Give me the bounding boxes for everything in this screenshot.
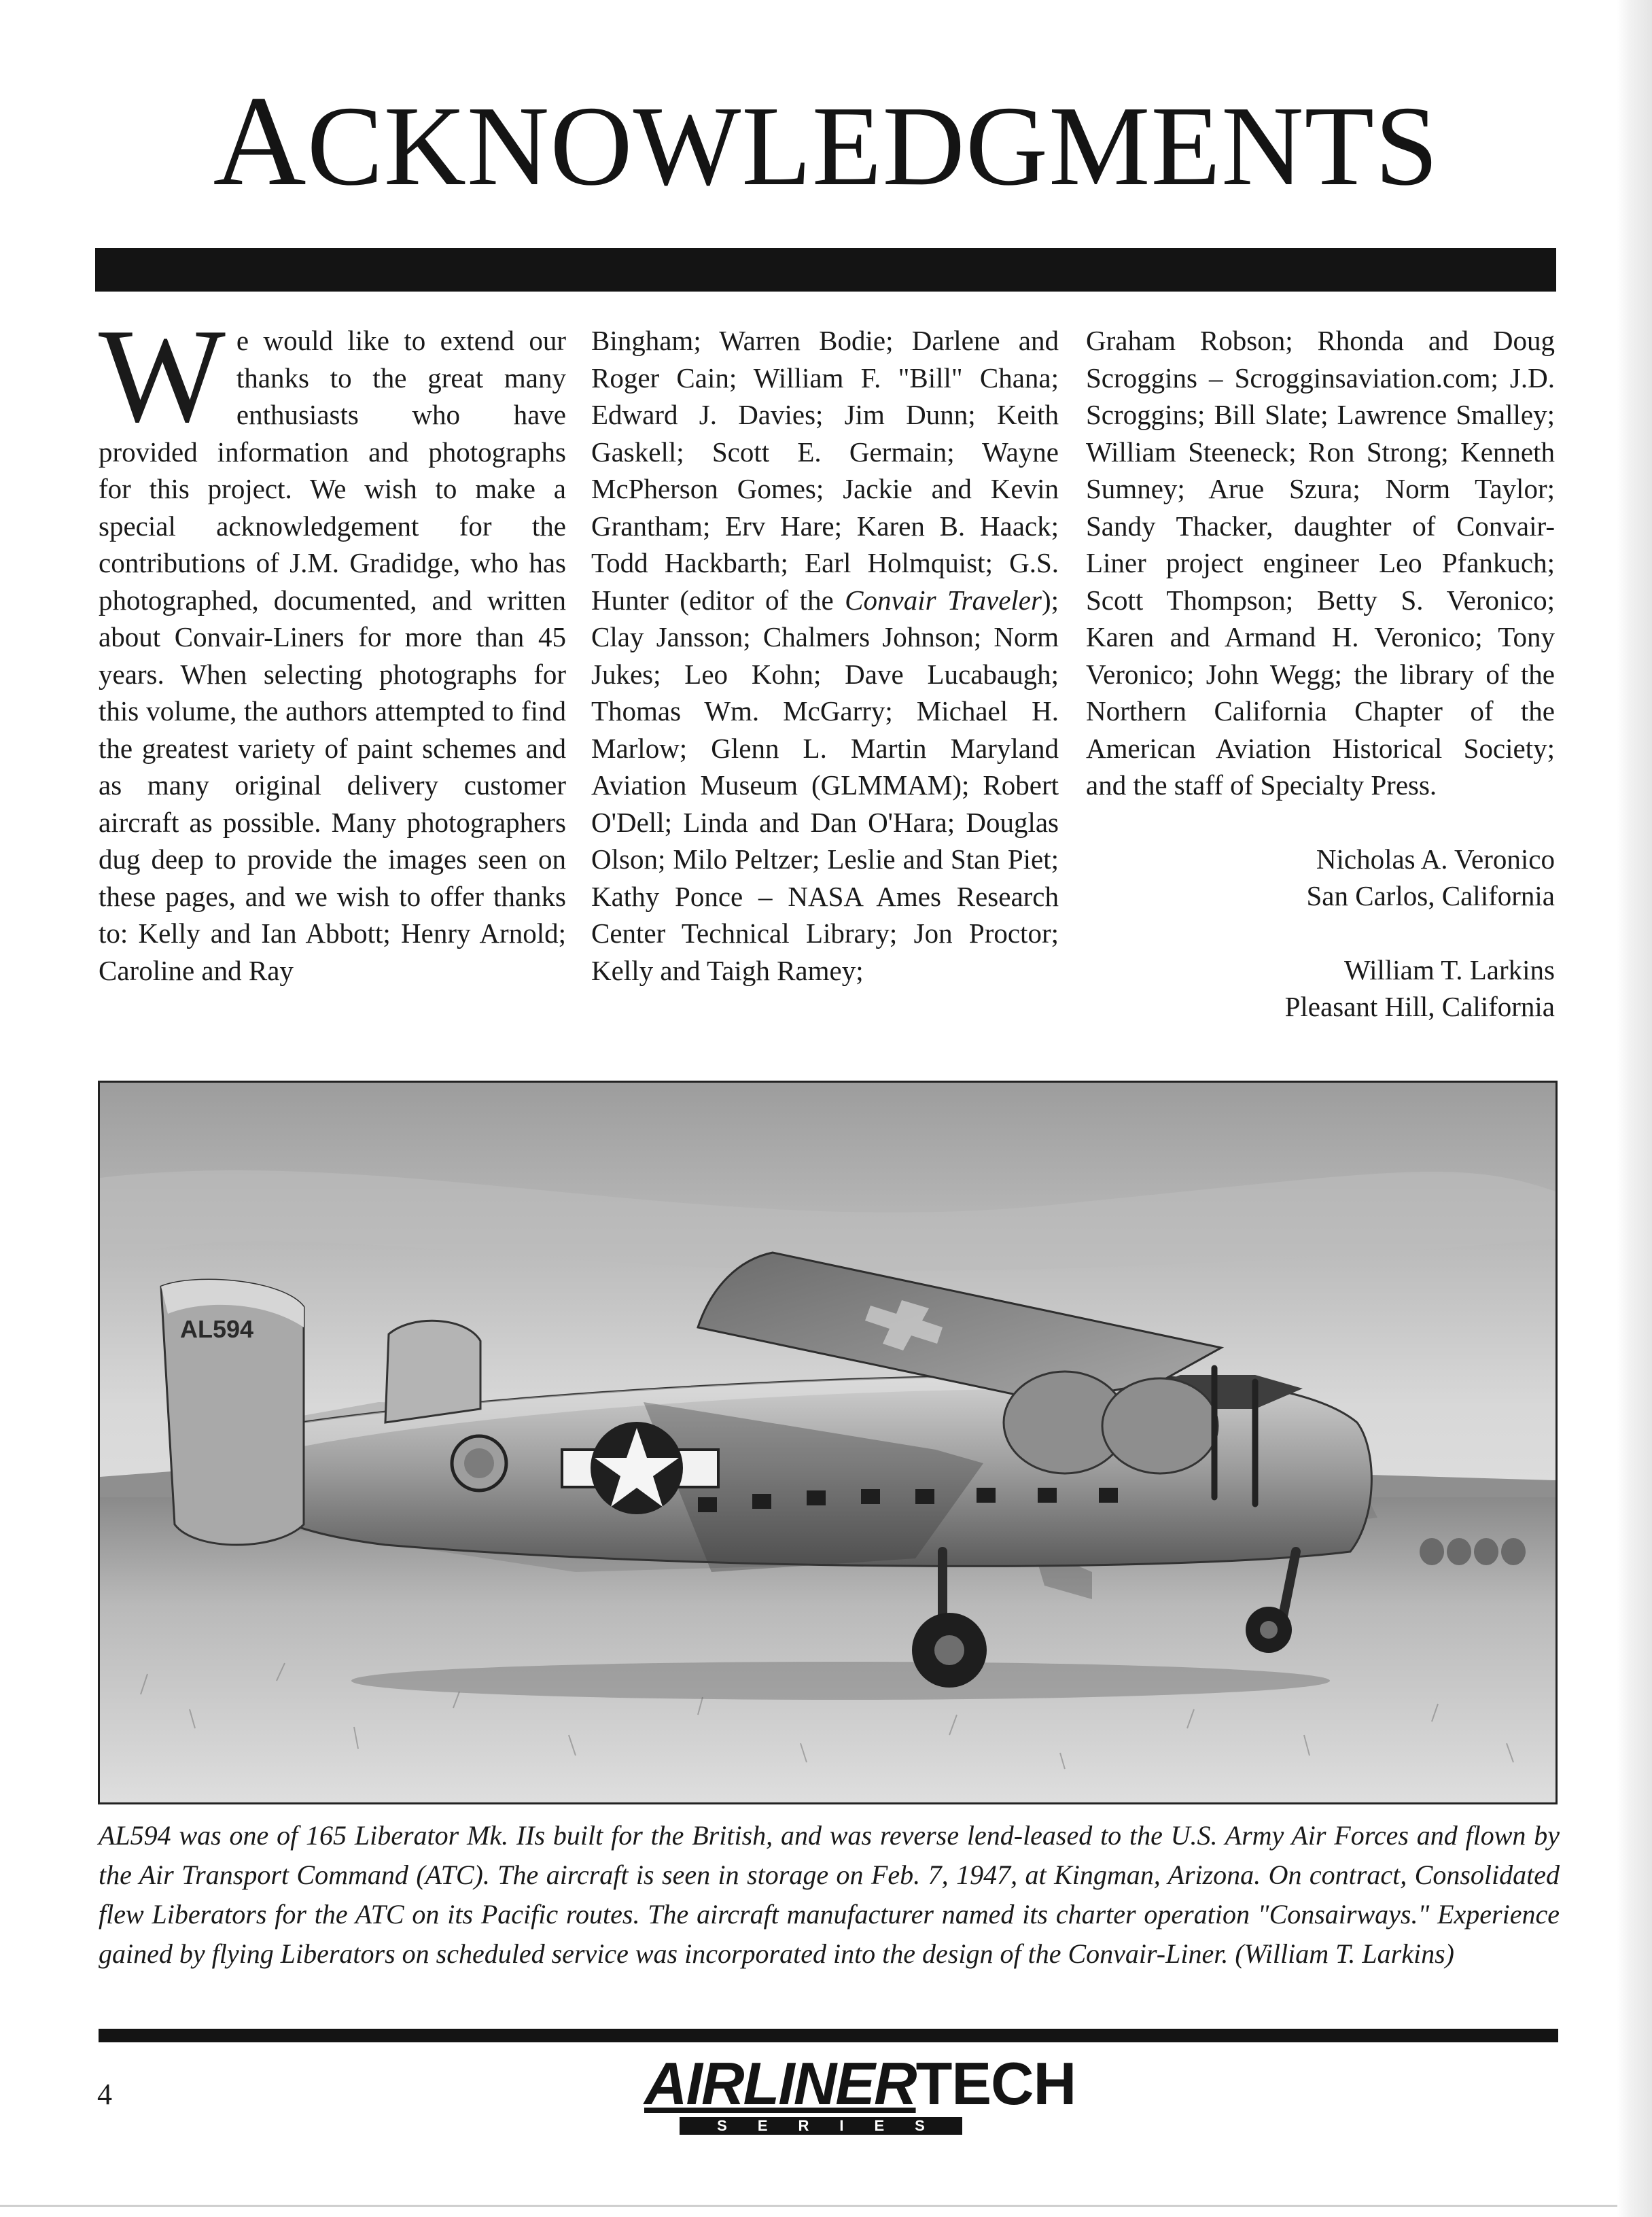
signature-1-name: Nicholas A. Veronico bbox=[1316, 843, 1555, 875]
title-rule bbox=[95, 248, 1556, 292]
body-column-3 bbox=[1086, 322, 1555, 1026]
signature-1-place: San Carlos, California bbox=[1306, 880, 1555, 911]
signature-1 bbox=[1086, 841, 1555, 915]
logo-wordmark bbox=[644, 2050, 1076, 2117]
footer-rule bbox=[99, 2029, 1558, 2042]
tail-marking: AL594 bbox=[180, 1315, 254, 1343]
column-1-text: e would like to extend our thanks to the great many enthusiasts who have provided information and photographs for this project. We wish to make a special acknowledgement for the contributions of J.M. Gradidge, who has photographed, documented, and written about Convair-Liners for more than 45 years. When selecting photographs for this volume, the authors attempted to find the greatest variety of paint schemes and as many original delivery customer aircraft as possible. Many photographers dug deep to provide the images seen on these pages, and we wish to offer thanks to: Kelly and Ian Abbott; Henry Arnold; Caroline and Ray bbox=[99, 325, 566, 986]
page-number: 4 bbox=[97, 2078, 112, 2111]
title-rest: CKNOWLEDGMENTS bbox=[306, 83, 1439, 209]
photo-caption: AL594 was one of 165 Liberator Mk. IIs built for the British, and was reverse lend-leased to the U.S. Army Air Forces and flown by the Air Transport Command (ATC). The aircraft is seen in storage on Feb. 7, 1947, at Kingman, Arizona. On contract, Consolidated flew Liberators for the ATC on its Pacific routes. The aircraft manufacturer named its charter operation "Consairways." Experience gained by flying Liberators on scheduled service was incorporated into the design of the Convair-Liner. (William T. Larkins) bbox=[99, 1820, 1560, 1969]
column-2-text-a: Bingham; Warren Bodie; Darlene and Roger Cain; William F. "Bill" Chana; Edward J. Davies; Jim Dunn; Keith Gaskell; Scott E. Germain; Wayne McPherson Gomes; Jackie and Kevin Grantham; Erv Hare; Karen B. Haack; Todd Hackbarth; Earl Holmquist; G.S. Hunter (editor of the bbox=[591, 325, 1059, 616]
column-3-text: Graham Robson; Rhonda and Doug Scroggins – Scrogginsaviation.com; J.D. Scroggins; Bill Slate; Lawrence Smalley; William Steeneck; Ron Strong; Kenneth Sumney; Arue Szura; Norm Taylor; Sandy Thacker, daughter of Convair-Liner project engineer Leo Pfankuch; Scott Thompson; Betty S. Veronico; Karen and Armand H. Veronico; Tony Veronico; John Wegg; the library of the Northern California Chapter of the American Aviation Historical Society; and the staff of Specialty Press. bbox=[1086, 325, 1555, 801]
drop-cap: W bbox=[99, 301, 226, 450]
signature-2-place: Pleasant Hill, California bbox=[1284, 991, 1555, 1022]
signature-2-name: William T. Larkins bbox=[1344, 954, 1555, 985]
logo-series-band: SERIES bbox=[680, 2117, 962, 2135]
aircraft-photo bbox=[98, 1081, 1558, 1804]
page-edge-shadow bbox=[1617, 0, 1652, 2217]
page-title bbox=[0, 70, 1652, 214]
page-bottom-edge bbox=[0, 2205, 1617, 2207]
column-2-text-b: ); Clay Jansson; Chalmers Johnson; Norm Jukes; Leo Kohn; Dave Lucabaugh; Thomas Wm. McGarry; Michael H. Marlow; Glenn L. Martin Maryland Aviation Museum (GLMMAM); Robert O'Dell; Linda and Dan O'Hara; Douglas Olson; Milo Peltzer; Leslie and Stan Piet; Kathy Ponce – NASA Ames Research Center Technical Library; Jon Proctor; Kelly and Taigh Ramey; bbox=[591, 584, 1059, 986]
logo-word-tech: TECH bbox=[915, 2050, 1076, 2117]
logo-word-airliner: AIRLINER bbox=[644, 2050, 916, 2117]
airliner-tech-logo bbox=[644, 2050, 1076, 2134]
column-2-italic-title: Convair Traveler bbox=[845, 584, 1042, 616]
signature-2 bbox=[1086, 952, 1555, 1026]
title-initial: A bbox=[213, 70, 307, 213]
body-column-1 bbox=[99, 301, 566, 989]
body-column-2 bbox=[591, 322, 1059, 989]
